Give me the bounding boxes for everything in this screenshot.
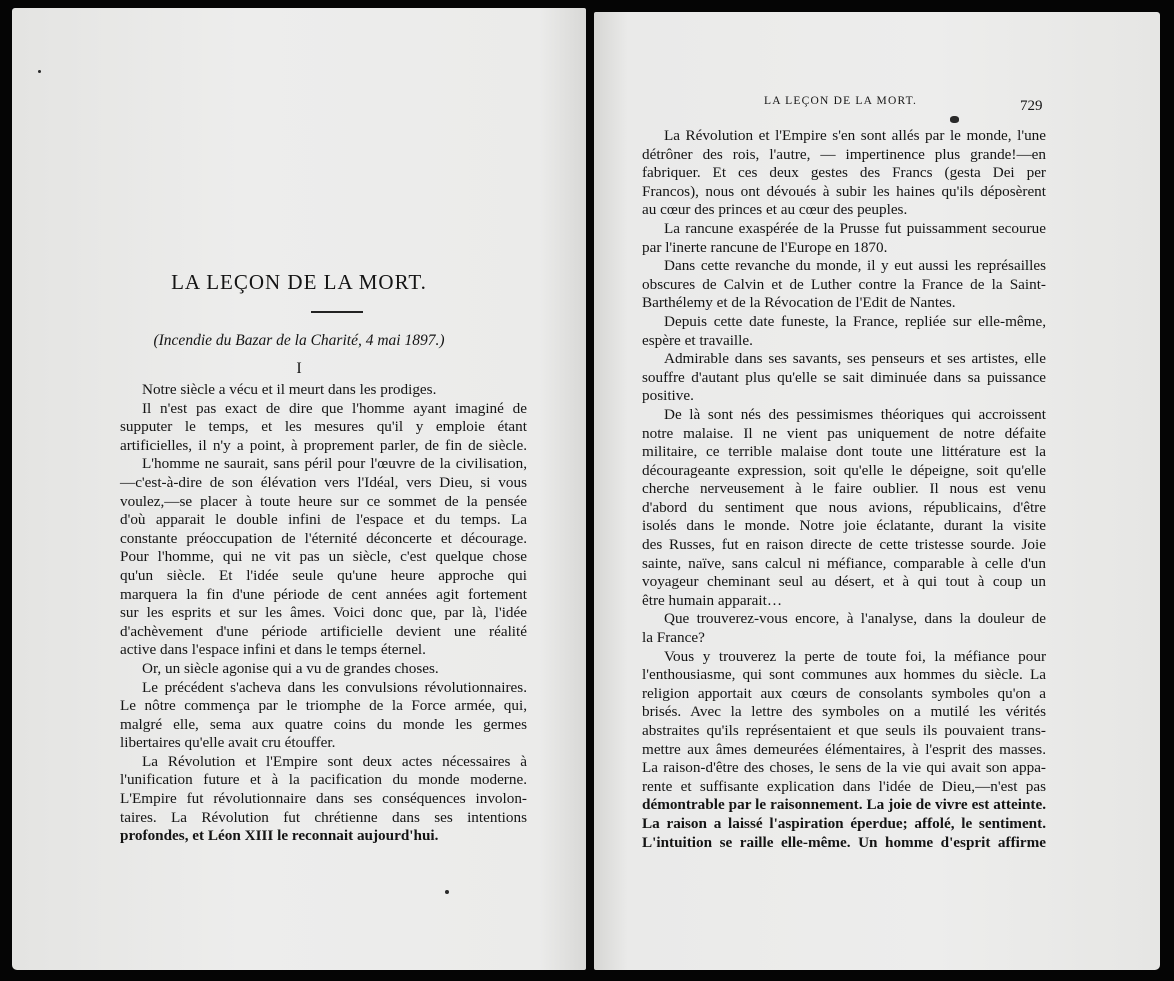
left-page (12, 8, 586, 970)
text-line: par l'inerte rancune de l'Europe en 1870. (642, 238, 888, 256)
text-line: L'intuition se raille elle-même. Un homme d'esprit affirme (642, 833, 1046, 851)
text-line: constante préoccupation de l'éternité déconcerte et décourage. (120, 529, 527, 547)
text-line: L'homme ne saurait, sans péril pour l'œuvre de la civilisation, (142, 455, 527, 473)
text-line: démontrable par le raisonnement. La joie de vivre est atteinte. (642, 796, 1046, 814)
text-line: d'achèvement d'une période artificielle devient une réalité (120, 622, 527, 640)
text-line: mettre aux âmes demeurées élémentaires, à l'esprit des masses. (642, 740, 1046, 758)
text-line: sainte, naïve, sans calcul ni méfiance, comparable à celle d'un (642, 554, 1046, 572)
text-line: supputer le temps, et les mesures qu'il y emploie étant (120, 418, 527, 436)
text-line: voyageur cheminant seul au désert, et à qui tout à coup un (642, 573, 1046, 591)
text-line: Pour l'homme, qui ne vit pas un siècle, c'est quelque chose (120, 548, 527, 566)
text-line: Or, un siècle agonise qui a vu de grandes choses. (142, 659, 439, 677)
text-line: Le précédent s'acheva dans les convulsions révolutionnaires. (142, 678, 527, 696)
text-line: La Révolution et l'Empire s'en sont allés par le monde, l'une (664, 127, 1046, 144)
chapter-subtitle: (Incendie du Bazar de la Charité, 4 mai 1897.) (153, 332, 445, 349)
text-line: Admirable dans ses savants, ses penseurs et ses artistes, elle (664, 350, 1046, 368)
text-line: souffre d'autant plus qu'elle se sait diminuée dans sa puissance (642, 368, 1046, 386)
text-line: des Russes, fut en raison directe de cette tristesse sourde. Joie (642, 536, 1046, 554)
text-line: Barthélemy et de la Révocation de l'Edit de Nantes. (642, 294, 956, 312)
text-line: active dans l'espace infini et dans le temps éternel. (120, 641, 426, 659)
page-number: 729 (1020, 98, 1043, 114)
text-line: brisés. Avec la lettre des symboles on a mutilé les vérités (642, 703, 1046, 721)
paper-speck (445, 890, 449, 894)
text-line: La raison-d'être des choses, le sens de la vie qui avait son appa- (642, 759, 1046, 777)
text-line: fabriquer. Et ces deux gestes des Francs (gesta Dei per (642, 164, 1046, 182)
text-line: Le nôtre commença par le triomphe de la Force armée, qui, (120, 697, 527, 715)
text-line: artificielles, il n'y a point, à proprement parler, de fin de siècle. (120, 436, 527, 454)
left-body-text (120, 381, 527, 846)
text-line: rente et suffisante explication dans l'idée de Dieu,—n'est pas (642, 777, 1046, 795)
text-line: détrôner des rois, l'autre, — impertinence plus grande!—en (642, 145, 1046, 163)
text-line: être humain apparait… (642, 591, 783, 609)
chapter-title: LA LEÇON DE LA MORT. (171, 270, 427, 294)
text-line: taires. La Révolution fut chrétienne dans ses intentions (120, 808, 527, 826)
text-line: —c'est-à-dire de son élévation vers l'Idéal, vers Dieu, si vous (120, 473, 527, 491)
text-line: Depuis cette date funeste, la France, repliée sur elle-même, (664, 312, 1046, 330)
text-line: voulez,—se placer à toute heure sur ce sommet de la pensée (120, 492, 527, 510)
paper-speck (38, 70, 41, 73)
text-line: d'où apparait le double infini de l'espace et du temps. La (120, 511, 527, 529)
text-line: l'enthousiasme, qui sont communes aux hommes du siècle. La (642, 666, 1046, 684)
text-line: décourageante expression, soit qu'elle le dépeigne, soit qu'elle (642, 461, 1046, 479)
section-number: I (296, 360, 302, 377)
text-line: Francos), nous ont dévoués à subir les haines qu'ils déposèrent (642, 182, 1046, 200)
ink-blot (950, 116, 959, 123)
text-line: l'unification future et à la pacification du monde moderne. (120, 771, 527, 789)
text-line: De là sont nés des pessimismes théoriques qui accroissent (664, 405, 1046, 423)
text-line: notre malaise. Il ne vient pas uniquement de notre défaite (642, 424, 1046, 442)
text-line: cherche nerveusement à le faire oublier. Il nous est venu (642, 480, 1046, 498)
text-line: d'abord du sentiment que nous avions, républicains, d'être (642, 498, 1046, 516)
book-gutter (586, 0, 594, 981)
text-line: La rancune exaspérée de la Prusse fut puissamment secourue (664, 219, 1046, 237)
running-head: LA LEÇON DE LA MORT. (764, 95, 918, 107)
text-line: obscures de Calvin et de Luther contre la France de la Saint- (642, 275, 1046, 293)
text-line: malgré elle, sema aux quatre coins du monde les germes (120, 715, 527, 733)
text-line: L'Empire fut révolutionnaire dans ses conséquences involon- (120, 790, 527, 808)
text-line: religion apportait aux cœurs de consolants symboles qu'on a (642, 684, 1046, 702)
text-line: marquera la fin d'une période de cent années agit fortement (120, 585, 527, 603)
text-line: espère et travaille. (642, 331, 753, 349)
text-line: libertaires qu'elle avait cru étouffer. (120, 734, 336, 752)
right-body-text (642, 127, 1046, 852)
text-line: Que trouverez-vous encore, à l'analyse, dans la douleur de (664, 610, 1046, 628)
text-line: Vous y trouverez la perte de toute foi, la méfiance pour (664, 647, 1046, 665)
title-rule (311, 311, 363, 313)
text-line: Notre siècle a vécu et il meurt dans les prodiges. (142, 381, 437, 398)
text-line: positive. (642, 387, 694, 405)
text-line: Dans cette revanche du monde, il y eut aussi les représailles (664, 257, 1046, 275)
text-line: qu'un siècle. Et l'idée seule qu'une heure approche qui (120, 566, 527, 584)
text-line: Il n'est pas exact de dire que l'homme ayant imaginé de (142, 399, 527, 417)
text-line: la France? (642, 629, 705, 647)
text-line: La Révolution et l'Empire sont deux actes nécessaires à (142, 752, 527, 770)
right-page (594, 12, 1160, 970)
text-line: La raison a laissé l'aspiration éperdue; affolé, le sentiment. (642, 814, 1046, 832)
text-line: profondes, et Léon XIII le reconnait aujourd'hui. (120, 827, 439, 845)
text-line: isolés dans le monde. Notre joie éclatante, durant la visite (642, 517, 1046, 535)
text-line: militaire, ce terrible malaise dont toute une littérature est la (642, 443, 1046, 461)
text-line: abstraites qu'ils représentaient et que seuls ils pouvaient trans- (642, 722, 1046, 739)
text-line: au cœur des princes et au cœur des peuples. (642, 201, 908, 219)
text-line: sur les esprits et sur les âmes. Voici donc que, par là, l'idée (120, 604, 527, 622)
